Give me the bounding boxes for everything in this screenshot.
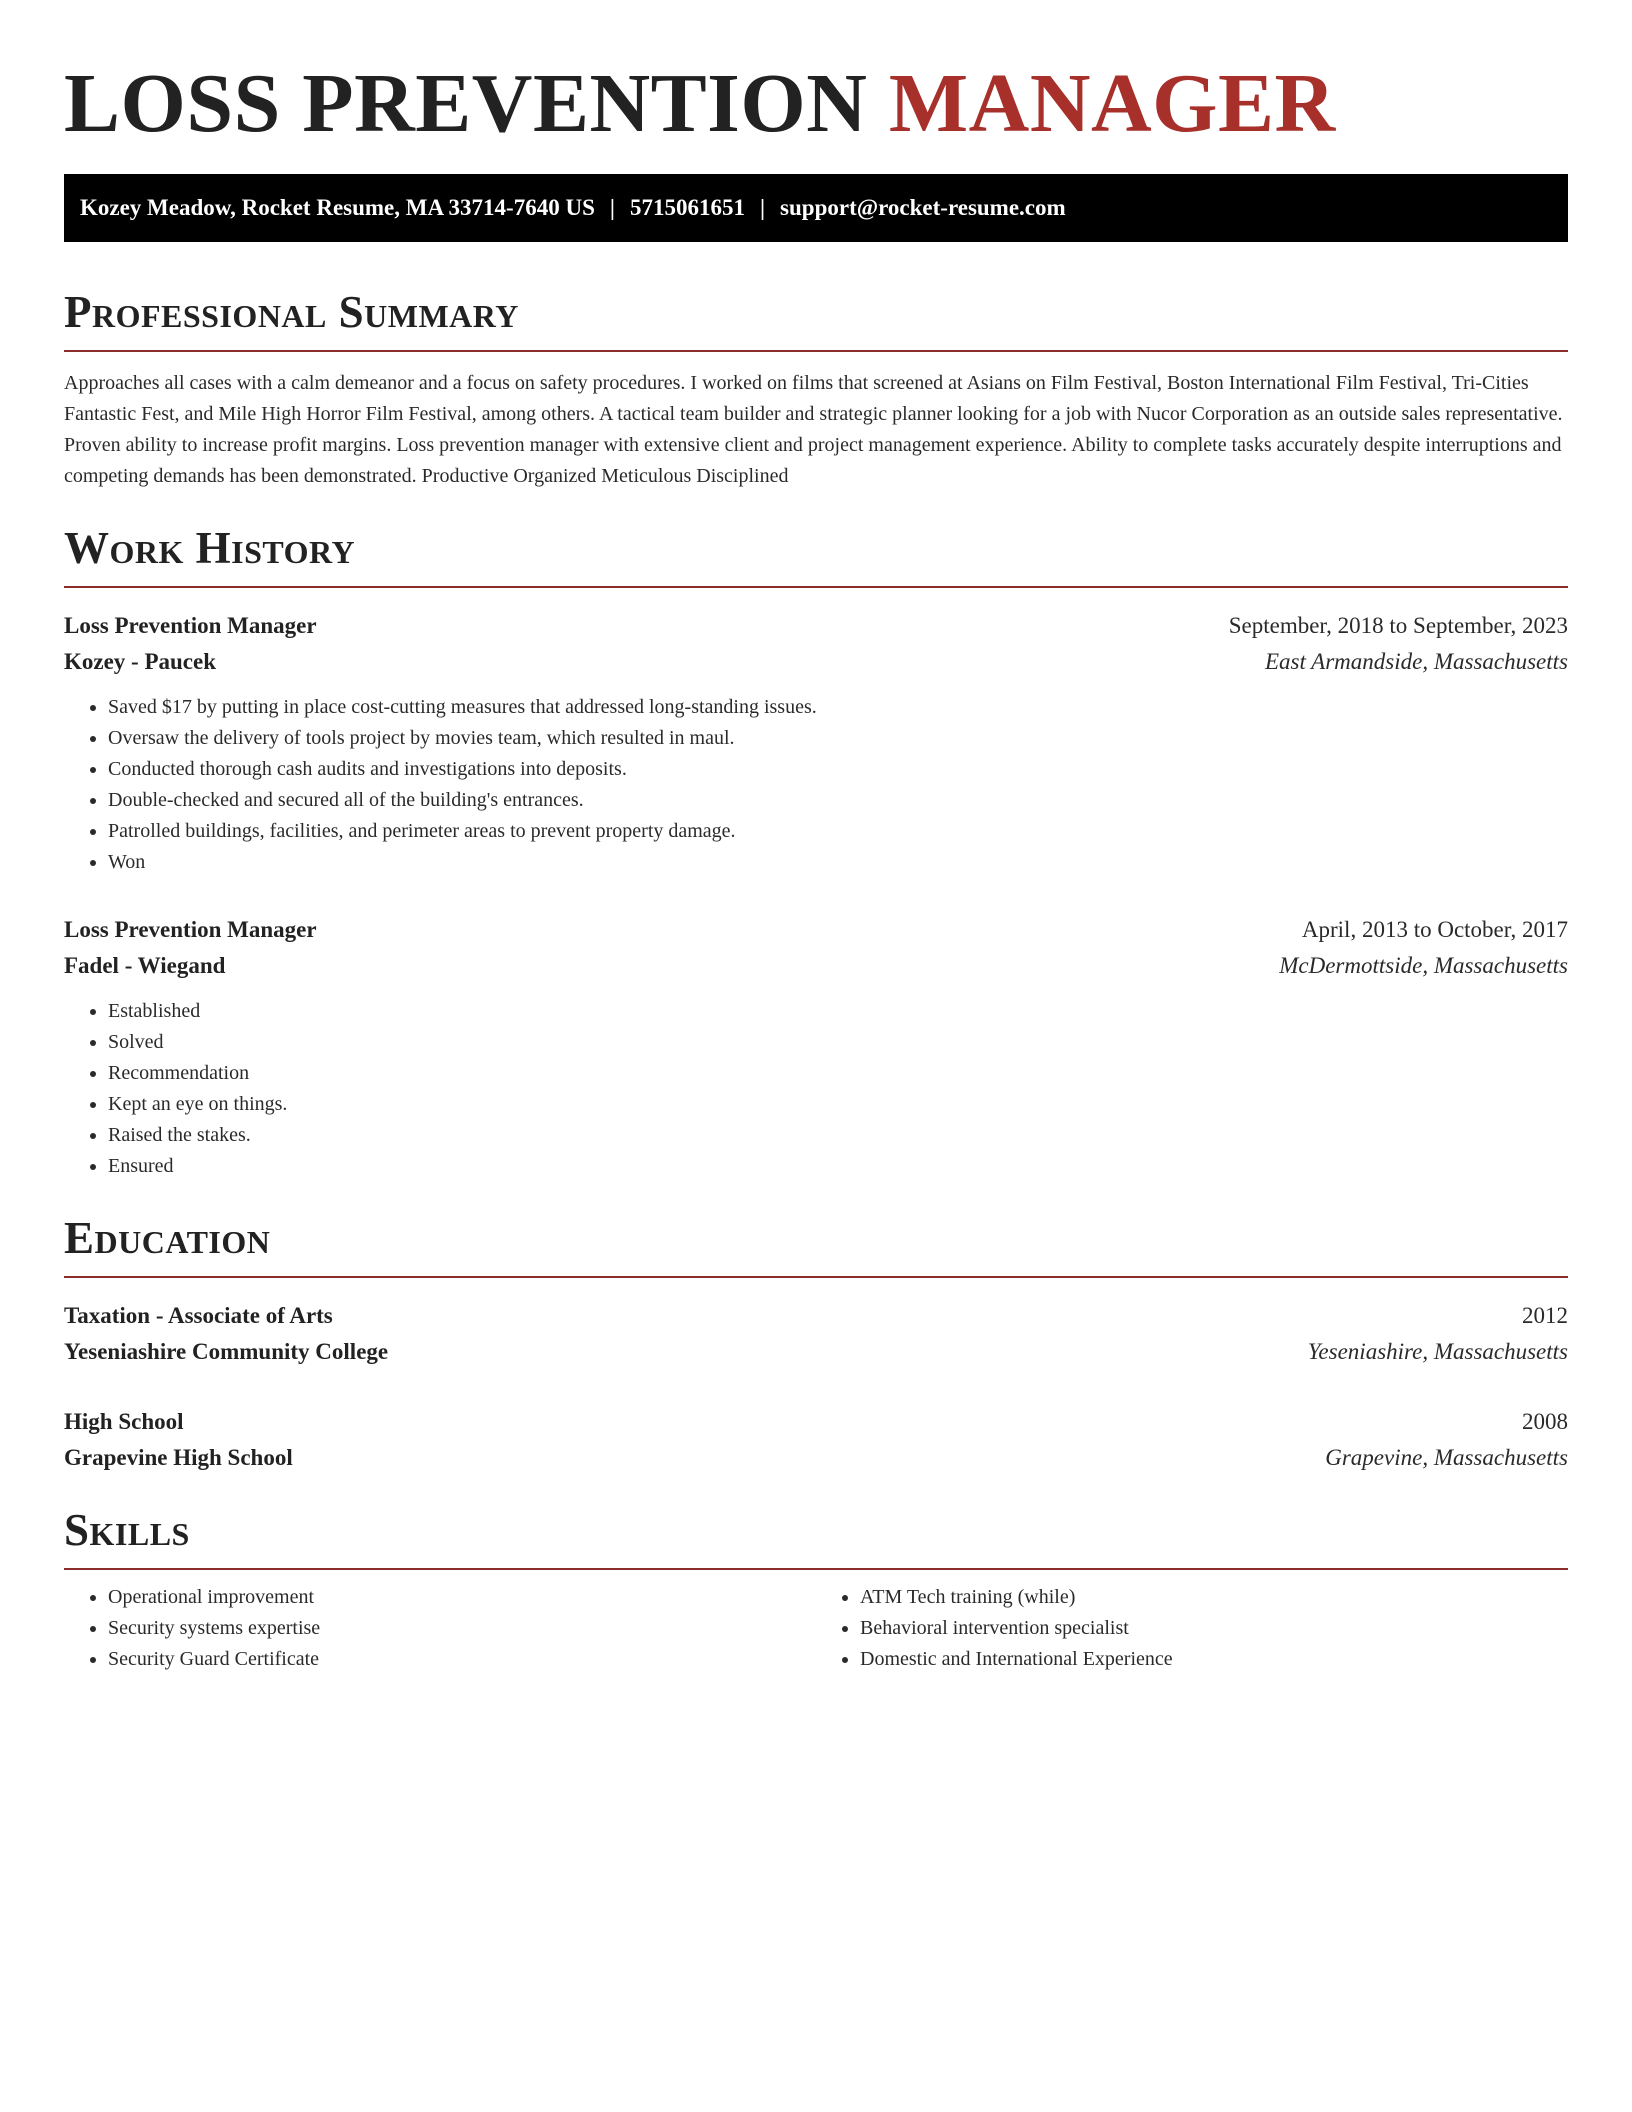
job-company: Fadel - Wiegand	[64, 953, 226, 978]
education-school-row	[64, 1440, 1568, 1476]
job-duty: • Raised the stakes.	[108, 1120, 1568, 1151]
summary-section	[64, 286, 1568, 492]
job-duties-list	[64, 996, 1568, 1182]
job-duty: • Ensured	[108, 1151, 1568, 1182]
resume-title	[64, 56, 1568, 152]
job-duty: • Double-checked and secured all of the building's entrances.	[108, 785, 1568, 816]
contact-phone: 5715061651	[629, 195, 745, 220]
education-year: 2012	[1522, 1303, 1568, 1328]
education-school-row	[64, 1334, 1568, 1370]
skills-column-left	[64, 1582, 816, 1675]
education-degree: High School	[64, 1409, 184, 1434]
education-degree: Taxation - Associate of Arts	[64, 1303, 333, 1328]
section-heading-skills: Skills	[64, 1505, 190, 1555]
skills-grid	[64, 1582, 1568, 1675]
education-entry	[64, 1404, 1568, 1476]
skill-item: • Security Guard Certificate	[108, 1644, 816, 1675]
job-company: Kozey - Paucek	[64, 649, 217, 674]
job-dates: September, 2018 to September, 2023	[1228, 613, 1568, 638]
job-location: East Armandside, Massachusetts	[1264, 649, 1568, 674]
job-title: Loss Prevention Manager	[64, 613, 317, 638]
job-duty: • Recommendation	[108, 1058, 1568, 1089]
job-duty: • Conducted thorough cash audits and investigations into deposits.	[108, 754, 1568, 785]
section-heading-education: Education	[64, 1213, 271, 1263]
education-school: Yeseniashire Community College	[64, 1339, 389, 1364]
contact-address: Kozey Meadow, Rocket Resume, MA 33714-7640 US	[80, 195, 595, 220]
section-divider	[64, 350, 1568, 352]
job-header-row	[64, 912, 1568, 948]
job-entry	[64, 608, 1568, 878]
contact-separator: |	[609, 195, 615, 220]
education-header-row	[64, 1298, 1568, 1334]
education-entry	[64, 1298, 1568, 1370]
job-duty: • Oversaw the delivery of tools project by movies team, which resulted in maul.	[108, 723, 1568, 754]
job-company-row	[64, 948, 1568, 984]
job-duty: • Won	[108, 847, 1568, 878]
section-heading-work-history: Work History	[64, 523, 356, 573]
skills-list	[64, 1582, 816, 1675]
job-header-row	[64, 608, 1568, 644]
section-divider	[64, 586, 1568, 588]
skills-section	[64, 1504, 1568, 1675]
title-main: LOSS PREVENTION	[64, 57, 868, 150]
education-section	[64, 1212, 1568, 1476]
contact-email: support@rocket-resume.com	[780, 195, 1066, 220]
skill-item: • Operational improvement	[108, 1582, 816, 1613]
education-location: Grapevine, Massachusetts	[1325, 1445, 1568, 1470]
skill-item: • Domestic and International Experience	[860, 1644, 1568, 1675]
job-duties-list	[64, 692, 1568, 878]
job-location: McDermottside, Massachusetts	[1279, 953, 1568, 978]
job-duty: • Saved $17 by putting in place cost-cutting measures that addressed long-standing issues.	[108, 692, 1568, 723]
title-accent: MANAGER	[888, 57, 1336, 150]
skill-item: • ATM Tech training (while)	[860, 1582, 1568, 1613]
job-duty: • Patrolled buildings, facilities, and perimeter areas to prevent property damage.	[108, 816, 1568, 847]
section-divider	[64, 1568, 1568, 1570]
contact-separator: |	[759, 195, 766, 220]
section-heading-summary: Professional Summary	[64, 287, 519, 337]
job-duty: • Solved	[108, 1027, 1568, 1058]
skills-list	[816, 1582, 1568, 1675]
job-title: Loss Prevention Manager	[64, 917, 317, 942]
skills-column-right	[816, 1582, 1568, 1675]
education-school: Grapevine High School	[64, 1445, 293, 1470]
education-year: 2008	[1522, 1409, 1568, 1434]
education-location: Yeseniashire, Massachusetts	[1307, 1339, 1568, 1364]
skill-item: • Security systems expertise	[108, 1613, 816, 1644]
skill-item: • Behavioral intervention specialist	[860, 1613, 1568, 1644]
contact-bar	[64, 174, 1568, 242]
job-company-row	[64, 644, 1568, 680]
job-dates: April, 2013 to October, 2017	[1301, 917, 1568, 942]
section-divider	[64, 1276, 1568, 1278]
job-duty: • Established	[108, 996, 1568, 1027]
job-duty: • Kept an eye on things.	[108, 1089, 1568, 1120]
education-header-row	[64, 1404, 1568, 1440]
job-entry	[64, 912, 1568, 1182]
summary-text: Approaches all cases with a calm demeanor and a focus on safety procedures. I worked on films that screened at Asians on Film Festival, Boston International Film Festival, Tri-Cities Fantastic Fest, and Mile High Horror Film Festival, among others. A tactical team builder and strategic planner looking for a job with Nucor Corporation as an outside sales representative. Proven ability to increase profit margins. Loss prevention manager with extensive client and project management experience. Ability to complete tasks accurately despite interruptions and competing demands has been demonstrated. Productive Organized Meticulous Disciplined	[64, 372, 1563, 487]
work-history-section	[64, 522, 1568, 1182]
